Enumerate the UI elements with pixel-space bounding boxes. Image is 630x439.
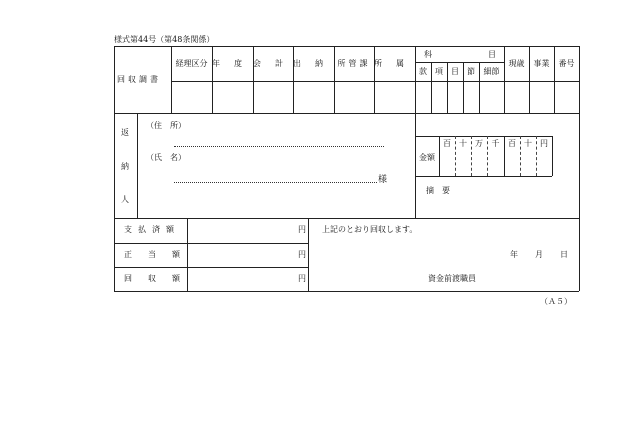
- recovered-amount-label: 回収額: [124, 274, 196, 283]
- subject-label-2: 目: [488, 50, 496, 59]
- address-line: [174, 146, 384, 147]
- recovered-amount-unit: 円: [298, 274, 306, 283]
- setsu-label: 節: [467, 67, 475, 76]
- form-title: 様式第44号（第48条関係）: [114, 35, 215, 44]
- summary-label: 摘 要: [426, 186, 450, 195]
- date-day: 日: [560, 250, 568, 259]
- frame-bottom: [114, 291, 579, 292]
- digit-unit-yen: 円: [540, 139, 548, 148]
- date-year: 年: [510, 250, 518, 259]
- saisetsu-label: 細節: [483, 67, 500, 76]
- jigyou-label: 事業: [533, 59, 550, 68]
- accounting-class-label: 経理区分: [175, 59, 208, 68]
- kou-label: 項: [435, 67, 443, 76]
- amount-label: 金額: [419, 153, 435, 162]
- name-line: [174, 182, 377, 183]
- frame-top: [114, 46, 579, 47]
- kan-label: 款: [419, 67, 427, 76]
- moku-label: 目: [451, 67, 459, 76]
- digit-unit-sen: 千: [491, 139, 500, 148]
- subject-label-1: 科: [424, 50, 432, 59]
- digit-unit-hyaku-man: 百: [443, 139, 451, 148]
- disbursement-label: 出納: [293, 59, 337, 68]
- bangou-label: 番号: [558, 59, 575, 68]
- frame-right: [579, 46, 580, 291]
- recovery-note: 上記のとおり回収します。: [322, 225, 418, 234]
- payer-bottom: [114, 218, 579, 219]
- header-bottom: [114, 113, 579, 114]
- digit-unit-hyaku: 百: [508, 139, 516, 148]
- digit-unit-man: 万: [475, 139, 483, 148]
- proper-amount-label: 正当額: [124, 250, 196, 259]
- affiliation-label: 所属: [374, 59, 418, 68]
- recovery-doc-label: 回収調書: [117, 75, 161, 84]
- fiscal-year-label: 年度: [212, 59, 256, 68]
- frame-left: [114, 46, 115, 291]
- paid-amount-unit: 円: [298, 225, 306, 234]
- payer-label-char-1: 返: [121, 128, 129, 137]
- digit-unit-juu-man: 十: [459, 139, 467, 148]
- name-label: （氏 名）: [146, 153, 186, 162]
- payer-label-char-2: 納: [121, 162, 129, 171]
- account-label: 会計: [253, 59, 297, 68]
- paper-size-label: （Ａ５）: [540, 297, 572, 306]
- advance-funds-officer: 資金前渡職員: [428, 274, 476, 283]
- honorific-sama: 様: [378, 175, 388, 185]
- proper-amount-unit: 円: [298, 250, 306, 259]
- date-month: 月: [535, 250, 543, 259]
- genchi-label: 現歳: [508, 59, 525, 68]
- paid-amount-label: 支払済額: [124, 225, 180, 234]
- digit-unit-juu: 十: [524, 139, 532, 148]
- address-label: （住 所）: [146, 121, 186, 130]
- payer-label-char-3: 人: [121, 195, 129, 204]
- jurisdiction-section-label: 所管課: [337, 59, 371, 68]
